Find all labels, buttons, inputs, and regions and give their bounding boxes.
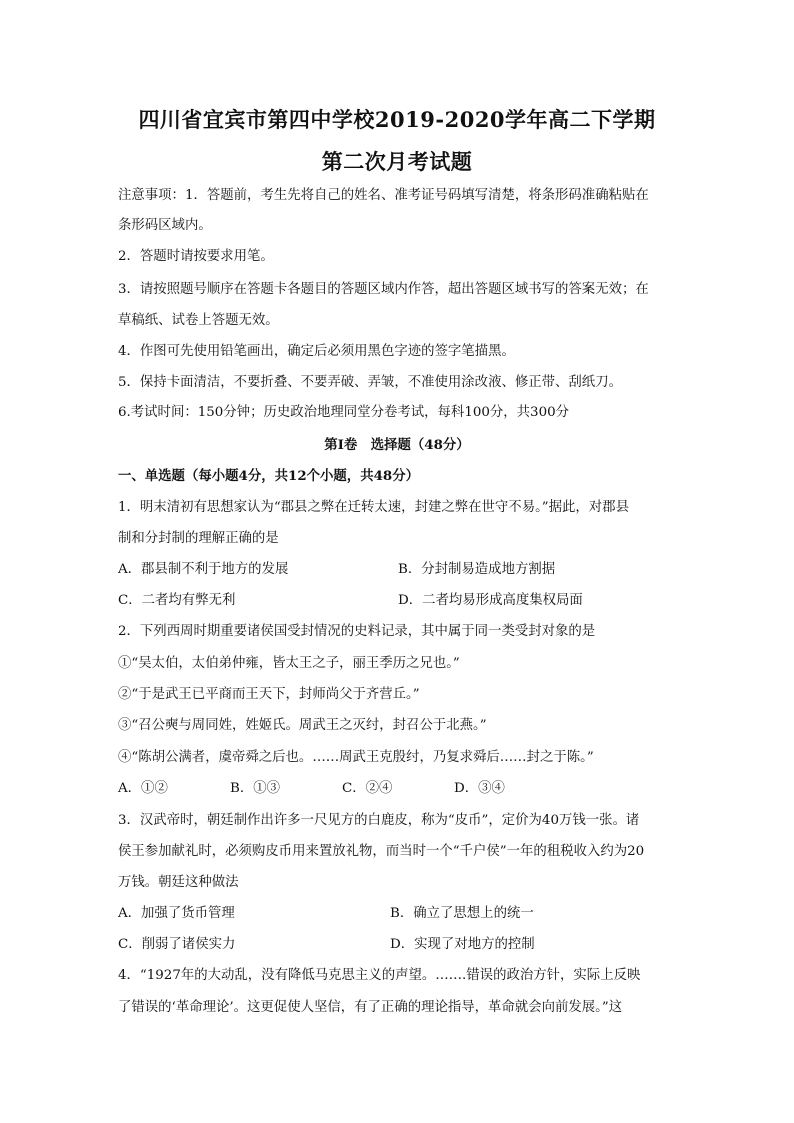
- question-1-option-b: B．分封制易造成地方割据: [398, 562, 556, 577]
- question-1-option-c: C．二者均有弊无利: [118, 593, 236, 608]
- question-3-stem: 万钱。朝廷这种做法: [118, 875, 239, 890]
- question-1-option-a: A．郡县制不利于地方的发展: [118, 562, 289, 577]
- question-2-stem: 2．下列西周时期重要诸侯国受封情况的史料记录，其中属于同一类受封对象的是: [118, 624, 596, 639]
- question-3-option-c: C．削弱了诸侯实力: [118, 937, 236, 952]
- notes-line: 草稿纸、试卷上答题无效。: [118, 313, 279, 328]
- question-2-source: ①“吴太伯，太伯弟仲雍，皆太王之子，丽王季历之兄也。”: [118, 656, 460, 671]
- exam-subtitle: 第二次月考试题: [321, 149, 473, 174]
- question-2-source: ④“陈胡公满者，虞帝舜之后也。……周武王克殷纣，乃复求舜后……封之于陈。”: [118, 750, 594, 765]
- notes-line: 2．答题时请按要求用笔。: [118, 249, 274, 264]
- question-2-option-b: B．①③: [230, 781, 281, 796]
- notes-line: 5．保持卡面清洁，不要折叠、不要弄破、弄皱，不准使用涂改液、修正带、刮纸刀。: [118, 375, 622, 390]
- part-heading: 一、单选题（每小题4分，共12个小题，共48分）: [118, 468, 420, 484]
- question-2-source: ③“召公奭与周同姓，姓姬氏。周武王之灭纣，封召公于北燕。”: [118, 718, 487, 733]
- question-3-option-b: B．确立了思想上的统一: [390, 906, 534, 921]
- question-3-stem: 侯王参加献礼时，必须购皮币用来置放礼物，而当时一个“千户侯”一年的租税收入约为20: [118, 844, 645, 859]
- question-2-option-c: C．②④: [342, 781, 393, 796]
- question-2-source: ②“于是武王已平商而王天下，封师尚父于齐营丘。”: [118, 687, 420, 702]
- notes-line: 条形码区域内。: [118, 218, 212, 233]
- question-4-stem: 4．“1927年的大动乱，没有降低马克思主义的声望。…….错误的政治方针，实际上反映: [118, 968, 641, 983]
- notes-line: 6.考试时间：150分钟；历史政治地理同堂分卷考试，每科100分，共300分: [118, 405, 569, 420]
- question-1-stem: 1．明末清初有思想家认为“郡县之弊在迁转太速，封建之弊在世守不易。”据此，对郡县: [118, 500, 629, 515]
- notes-line: 4．作图可先使用铅笔画出，确定后必须用黑色字迹的签字笔描黑。: [118, 344, 515, 359]
- notes-line: 注意事项：1．答题前，考生先将自己的姓名、准考证号码填写清楚，将条形码准确粘贴在: [118, 188, 649, 203]
- question-2-option-d: D．③④: [454, 781, 505, 796]
- exam-title: 四川省宜宾市第四中学校2019-2020学年高二下学期: [138, 107, 656, 132]
- question-3-option-a: A．加强了货币管理: [118, 906, 235, 921]
- question-3-stem: 3．汉武帝时，朝廷制作出许多一尺见方的白鹿皮，称为“皮币”，定价为40万钱一张。诸: [118, 813, 640, 828]
- question-4-stem: 了错误的‘革命理论’。这更促使人坚信，有了正确的理论指导，革命就会向前发展。”这: [118, 1000, 623, 1015]
- question-3-option-d: D．实现了对地方的控制: [390, 937, 535, 952]
- section-title: 第Ⅰ卷 选择题（48分）: [324, 437, 470, 453]
- question-1-stem: 制和分封制的理解正确的是: [118, 531, 279, 546]
- question-2-option-a: A．①②: [118, 781, 168, 796]
- notes-line: 3．请按照题号顺序在答题卡各题目的答题区域内作答，超出答题区域书写的答案无效；在: [118, 282, 649, 297]
- question-1-option-d: D．二者均易形成高度集权局面: [398, 593, 583, 608]
